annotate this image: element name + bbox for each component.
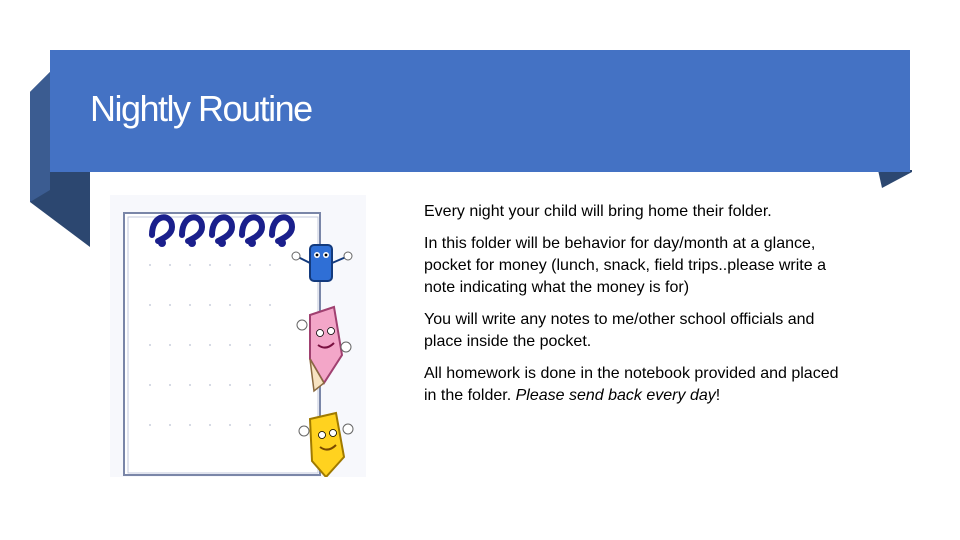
paragraph-folder: Every night your child will bring home their folder. — [424, 203, 772, 220]
paragraph-homework — [424, 363, 842, 407]
title-banner — [50, 50, 910, 172]
ribbon-fold-right — [878, 170, 912, 190]
homework-emphasis: Please send back every day — [515, 387, 716, 404]
paragraph-folder-contents: In this folder will be behavior for day/month at a glance, pocket for money (lunch, snack, field trips..please write a note indicating what the money is for) — [424, 235, 826, 296]
notepad-pencils-icon — [110, 195, 366, 477]
slide-title: Nightly Routine — [90, 88, 312, 129]
paragraph-notes: You will write any notes to me/other school officials and place inside the pocket. — [424, 311, 815, 350]
homework-exclamation: ! — [715, 387, 721, 404]
routine-content — [424, 201, 842, 417]
homework-text: All homework is done in the notebook provided and placed in the folder. — [424, 365, 839, 404]
